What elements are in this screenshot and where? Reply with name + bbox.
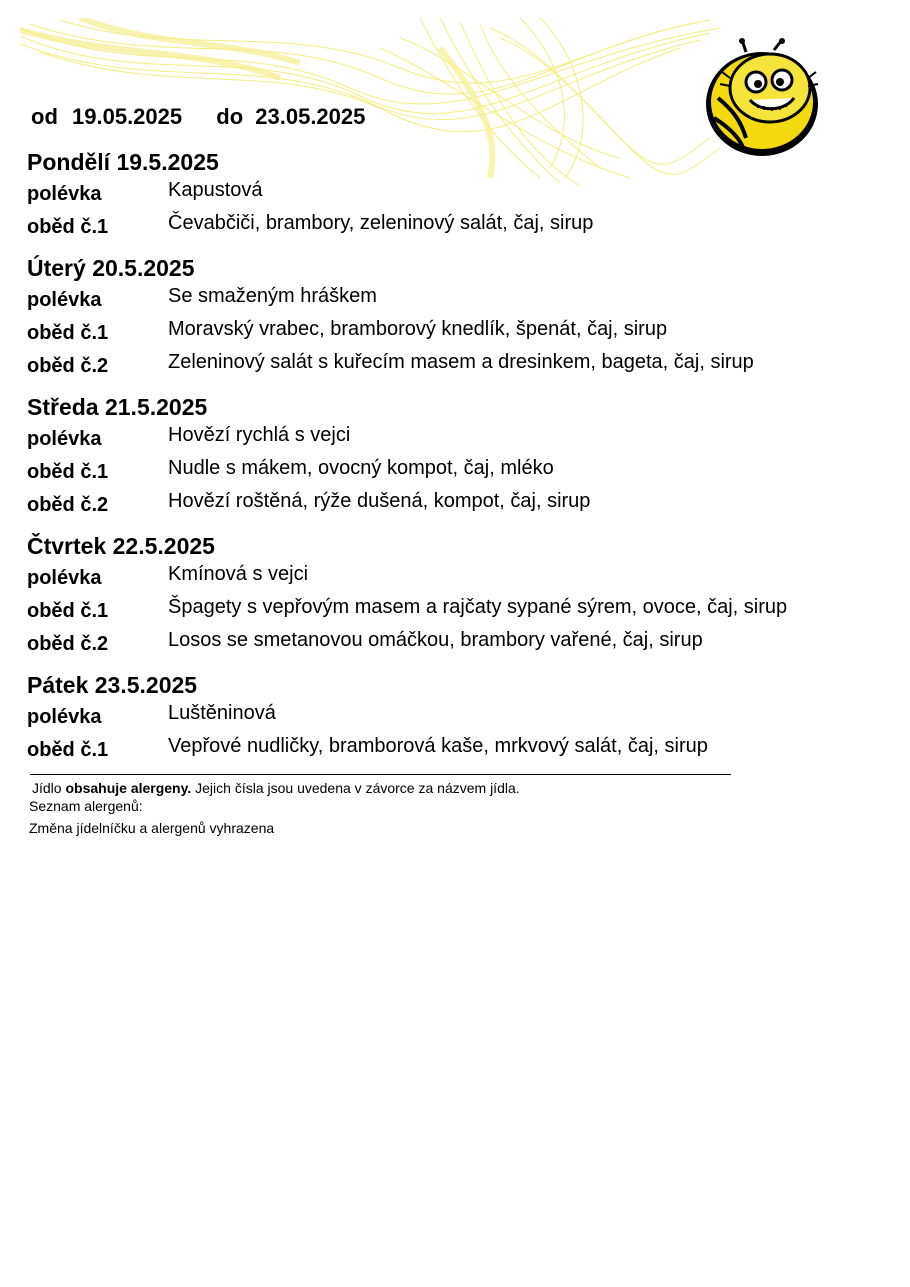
- menu-period: [31, 104, 365, 130]
- day-title: Pondělí 19.5.2025: [27, 149, 219, 175]
- day-section: [27, 254, 887, 382]
- bee-mascot-icon: [700, 38, 824, 160]
- allergen-list-label: Seznam alergenů:: [29, 798, 143, 814]
- dish-name: Moravský vrabec, bramborový knedlík, špenát, čaj, sirup: [168, 318, 668, 340]
- allergen-note-prefix: Jídlo: [32, 780, 62, 796]
- dish-name: Se smaženým hráškem: [168, 285, 377, 307]
- meal-type-label: oběd č.1: [27, 739, 109, 761]
- meal-type-label: polévka: [27, 183, 102, 205]
- meal-type-label: oběd č.2: [27, 633, 109, 655]
- meal-type-label: oběd č.2: [27, 494, 109, 516]
- allergen-note-rest: Jejich čísla jsou uvedena v závorce za názvem jídla.: [195, 780, 520, 796]
- menu-item-row: [27, 422, 887, 455]
- dish-name: Špagety s vepřovým masem a rajčaty sypané sýrem, ovoce, čaj, sirup: [168, 596, 788, 618]
- dish-name: Nudle s mákem, ovocný kompot, čaj, mléko: [168, 457, 554, 479]
- dish-name: Hovězí rychlá s vejci: [168, 424, 351, 446]
- meal-type-label: oběd č.1: [27, 600, 109, 622]
- dish-name: Kmínová s vejci: [168, 563, 309, 585]
- meal-type-label: oběd č.1: [27, 216, 109, 238]
- menu-item-row: [27, 283, 887, 316]
- day-title: Čtvrtek 22.5.2025: [27, 533, 215, 559]
- dish-name: Zeleninový salát s kuřecím masem a dresinkem, bageta, čaj, sirup: [168, 351, 754, 373]
- menu-item-row: [27, 177, 887, 210]
- meal-type-label: oběd č.1: [27, 461, 109, 483]
- meal-type-label: polévka: [27, 567, 102, 589]
- meal-type-label: polévka: [27, 428, 102, 450]
- period-to-date: 23.05.2025: [255, 104, 366, 129]
- dish-name: Luštěninová: [168, 702, 276, 724]
- menu-item-row: [27, 349, 887, 382]
- menu-item-row: [27, 733, 887, 766]
- period-to-label: do: [216, 104, 244, 129]
- day-section: [27, 532, 887, 660]
- day-section: [27, 148, 887, 243]
- menu-item-row: [27, 488, 887, 521]
- menu-item-row: [27, 316, 887, 349]
- meal-type-label: oběd č.1: [27, 322, 109, 344]
- day-section: [27, 393, 887, 521]
- menu-item-row: [27, 594, 887, 627]
- day-title: Úterý 20.5.2025: [27, 255, 195, 281]
- meal-type-label: oběd č.2: [27, 355, 109, 377]
- weekly-menu: [27, 148, 887, 777]
- dish-name: Čevabčiči, brambory, zeleninový salát, čaj, sirup: [168, 212, 594, 234]
- dish-name: Vepřové nudličky, bramborová kaše, mrkvový salát, čaj, sirup: [168, 735, 708, 757]
- allergen-note: [32, 780, 520, 796]
- allergen-note-bold: obsahuje alergeny.: [65, 780, 192, 796]
- period-from-date: 19.05.2025: [72, 104, 183, 129]
- divider: [30, 774, 731, 775]
- dish-name: Losos se smetanovou omáčkou, brambory vařené, čaj, sirup: [168, 629, 703, 651]
- menu-item-row: [27, 627, 887, 660]
- meal-type-label: polévka: [27, 706, 102, 728]
- day-title: Středa 21.5.2025: [27, 394, 208, 420]
- menu-item-row: [27, 561, 887, 594]
- menu-item-row: [27, 210, 887, 243]
- day-section: [27, 671, 887, 766]
- day-title: Pátek 23.5.2025: [27, 672, 198, 698]
- change-notice: Změna jídelníčku a alergenů vyhrazena: [29, 820, 275, 836]
- meal-type-label: polévka: [27, 289, 102, 311]
- dish-name: Kapustová: [168, 179, 263, 201]
- menu-item-row: [27, 700, 887, 733]
- menu-item-row: [27, 455, 887, 488]
- period-from-label: od: [31, 104, 58, 129]
- dish-name: Hovězí roštěná, rýže dušená, kompot, čaj, sirup: [168, 490, 591, 512]
